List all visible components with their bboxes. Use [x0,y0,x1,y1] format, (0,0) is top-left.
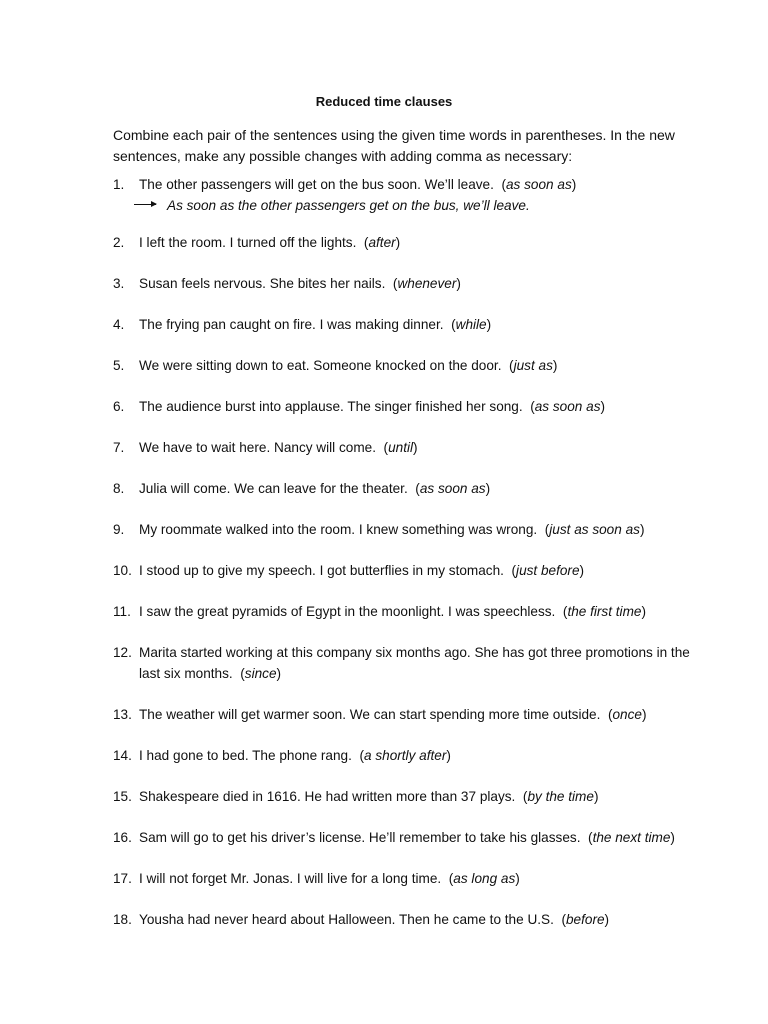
exercise-item: 1. The other passengers will get on the bus soon. We’ll leave. (as soon as) As soon as the other passengers get on the bus, we’ll leave. [113,174,693,216]
exercise-number: 17. [113,871,132,886]
exercise-sentence: Sam will go to get his driver’s license. He’ll remember to take his glasses. [139,830,581,845]
exercise-time-word: the next time [592,830,671,845]
exercise-time-word: as long as [453,871,516,886]
exercise-sentence: My roommate walked into the room. I knew something was wrong. [139,522,538,537]
worksheet-title: Reduced time clauses [315,94,453,109]
exercise-sentence: The weather will get warmer soon. We can start spending more time outside. [139,707,601,722]
exercise-time-word: until [388,440,414,455]
exercise-sentence: I had gone to bed. The phone rang. [139,748,352,763]
exercise-number: 13. [113,707,132,722]
exercise-item: 4. The frying pan caught on fire. I was making dinner. (while) [113,314,693,335]
exercise-sentence: I will not forget Mr. Jonas. I will live for a long time. [139,871,442,886]
exercise-item: 7. We have to wait here. Nancy will come. (until) [113,437,693,458]
exercise-sentence: We were sitting down to eat. Someone knocked on the door. [139,358,502,373]
exercise-sentence: Marita started working at this company six months ago. She has got three promotions in the last six months. [139,645,690,681]
exercise-time-word: since [244,666,277,681]
exercise-number: 11. [113,604,131,619]
exercise-sentence: We have to wait here. Nancy will come. [139,440,376,455]
exercise-time-word: just as [513,358,553,373]
exercise-time-word: after [368,235,396,250]
exercise-time-word: as soon as [534,399,601,414]
exercise-item: 2. I left the room. I turned off the lights. (after) [113,232,693,253]
exercise-time-word: by the time [527,789,594,804]
exercise-sentence: I left the room. I turned off the lights. [139,235,357,250]
exercise-sentence: Shakespeare died in 1616. He had written more than 37 plays. [139,789,516,804]
exercise-item: 8. Julia will come. We can leave for the theater. (as soon as) [113,478,693,499]
exercise-time-word: while [455,317,487,332]
exercise-number: 18. [113,912,132,927]
exercise-time-word: whenever [397,276,457,291]
exercise-time-word: a shortly after [364,748,447,763]
exercise-sentence: The audience burst into applause. The singer finished her song. [139,399,523,414]
exercise-time-word: before [566,912,605,927]
exercise-item: 18. Yousha had never heard about Halloween. Then he came to the U.S. (before) [113,909,693,930]
exercise-item: 11. I saw the great pyramids of Egypt in the moonlight. I was speechless. (the first time) [113,601,693,622]
exercise-item: 9. My roommate walked into the room. I knew something was wrong. (just as soon as) [113,519,693,540]
exercise-item: 5. We were sitting down to eat. Someone knocked on the door. (just as) [113,355,693,376]
exercise-time-word: just as soon as [549,522,640,537]
exercise-item: 17. I will not forget Mr. Jonas. I will live for a long time. (as long as) [113,868,693,889]
example-answer-text: As soon as the other passengers get on the bus, we’ll leave. [167,198,530,213]
exercise-time-word: just before [516,563,580,578]
exercise-number: 5. [113,358,125,373]
exercise-sentence: Yousha had never heard about Halloween. Then he came to the U.S. [139,912,554,927]
exercise-number: 6. [113,399,125,414]
exercise-sentence: I saw the great pyramids of Egypt in the moonlight. I was speechless. [139,604,556,619]
exercise-item: 15. Shakespeare died in 1616. He had written more than 37 plays. (by the time) [113,786,693,807]
exercise-number: 8. [113,481,125,496]
exercise-item: 3. Susan feels nervous. She bites her nails. (whenever) [113,273,693,294]
exercise-time-word: the first time [567,604,642,619]
exercise-sentence: The frying pan caught on fire. I was making dinner. [139,317,444,332]
exercise-list [113,174,693,950]
exercise-number: 15. [113,789,132,804]
exercise-item: 14. I had gone to bed. The phone rang. (a shortly after) [113,745,693,766]
exercise-number: 16. [113,830,132,845]
exercise-item: 16. Sam will go to get his driver’s license. He’ll remember to take his glasses. (the next time) [113,827,693,848]
exercise-number: 1. [113,177,125,192]
exercise-sentence: Susan feels nervous. She bites her nails. [139,276,386,291]
exercise-item: 12. Marita started working at this company six months ago. She has got three promotions in the last six months. (since) [113,642,693,684]
exercise-sentence: The other passengers will get on the bus soon. We’ll leave. [139,177,494,192]
exercise-number: 10. [113,563,132,578]
exercise-number: 4. [113,317,125,332]
exercise-time-word: as soon as [419,481,486,496]
exercise-item: 10. I stood up to give my speech. I got butterflies in my stomach. (just before) [113,560,693,581]
exercise-number: 3. [113,276,125,291]
exercise-number: 2. [113,235,125,250]
exercise-time-word: once [612,707,642,722]
exercise-sentence: Julia will come. We can leave for the theater. [139,481,408,496]
instructions-text: Combine each pair of the sentences using the given time words in parentheses. In the new sentences, make any possible changes with adding comma as necessary: [113,127,675,164]
exercise-number: 12. [113,645,132,660]
exercise-time-word: as soon as [506,177,572,192]
exercise-number: 7. [113,440,125,455]
right-arrow-icon [134,204,156,205]
exercise-number: 14. [113,748,132,763]
exercise-number: 9. [113,522,125,537]
exercise-item: 6. The audience burst into applause. The singer finished her song. (as soon as) [113,396,693,417]
exercise-item: 13. The weather will get warmer soon. We can start spending more time outside. (once) [113,704,693,725]
exercise-sentence: I stood up to give my speech. I got butterflies in my stomach. [139,563,504,578]
example-answer [167,195,693,216]
